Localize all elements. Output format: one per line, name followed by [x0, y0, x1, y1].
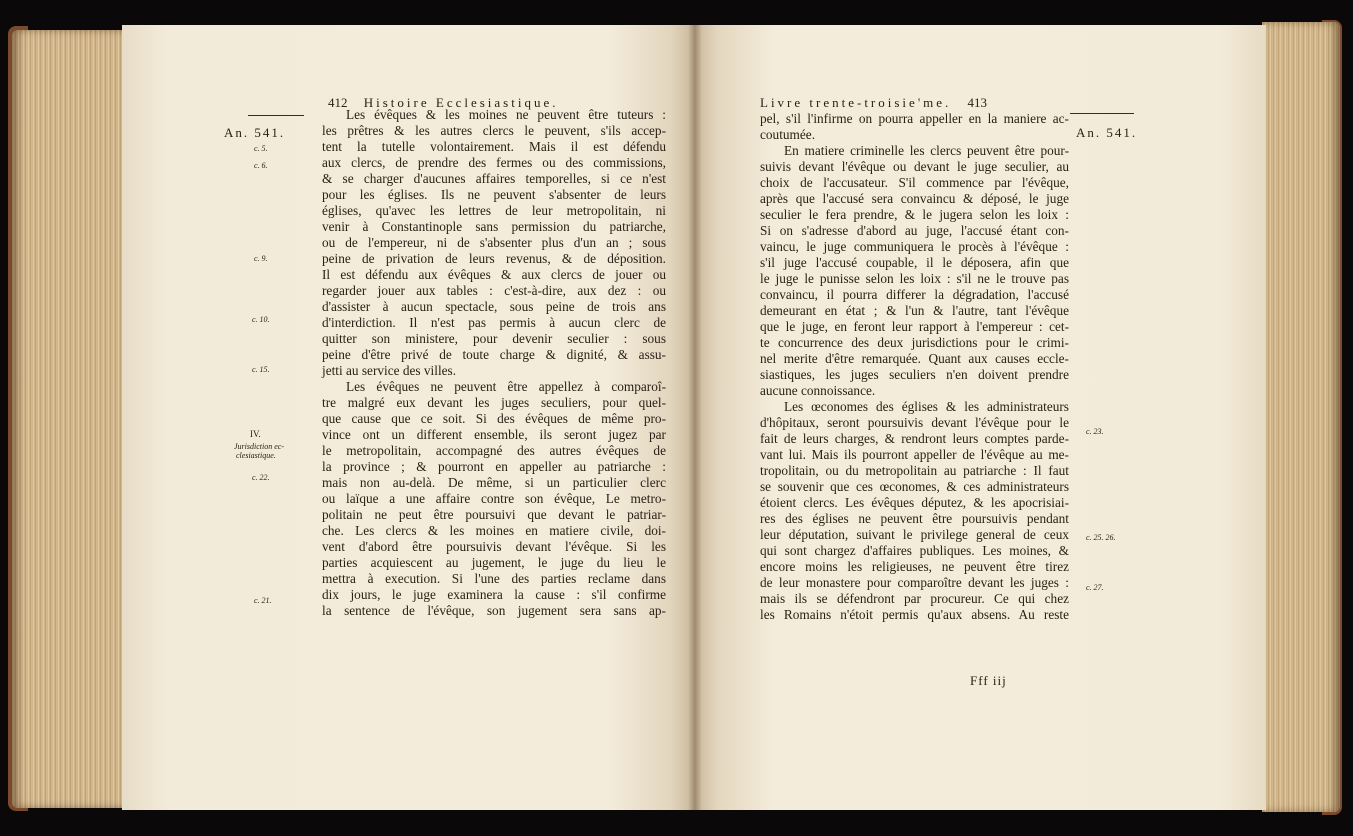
text-line: mettra à execution. Si l'une des parties reclame dans [322, 571, 666, 586]
text-line: fait de leurs charges, & rendront leurs comptes parde- [760, 431, 1069, 446]
text-line: d'hôpitaux, seront poursuivis devant l'évêque pour le [760, 415, 1069, 430]
text-line: aux clercs, de prendre des fermes ou des commissions, [322, 155, 666, 170]
left-margin-note: c. 10. [252, 315, 270, 324]
text-line: vent d'abord être poursuivis devant l'évêque. Si les [322, 539, 666, 554]
right-margin-note: c. 27. [1086, 583, 1104, 592]
text-line: Les évêques & les moines ne peuvent être tuteurs : [346, 107, 666, 122]
text-line: nel merite d'être remarquée. Quant aux causes eccle- [760, 351, 1069, 366]
right-page [694, 25, 1266, 810]
text-line: tent la tutelle volontairement. Mais il est défendu [322, 139, 666, 154]
text-line: res des églises ne peuvent être poursuivis pendant [760, 511, 1069, 526]
right-page-number: 413 [967, 95, 988, 110]
text-line: leur députation, suivant le privilege general de ceux [760, 527, 1069, 542]
text-line: le metropolitain, accompagné des autres évêques de [322, 443, 666, 458]
text-line: ou de l'empereur, ni de s'absenter plus d'un an ; sous [322, 235, 666, 250]
text-line: peine de privation de leurs revenus, & de déposition. [322, 251, 666, 266]
right-running-head-block [760, 95, 997, 111]
text-line: coutumée. [760, 127, 816, 142]
text-line: quitter son ministere, pour devenir seculier : sous [322, 331, 666, 346]
text-line: que le juge, en feront leur rapport à l'empereur : cet- [760, 319, 1069, 334]
right-margin-note: c. 23. [1086, 427, 1104, 436]
text-line: te concurrence des deux jurisdictions pour le crimi- [760, 335, 1069, 350]
signature-mark: Fff iij [970, 673, 1007, 688]
text-line: mais non au-delà. De même, si un particulier clerc [322, 475, 666, 490]
left-margin-note: c. 6. [254, 161, 268, 170]
text-line: seculier le fera prendre, & le jugera selon les loix : [760, 207, 1069, 222]
left-margin-note: clesiastique. [236, 451, 276, 460]
text-line: jetti au service des villes. [322, 363, 457, 378]
text-line: & se charger d'aucunes affaires temporelles, si ce n'est [322, 171, 666, 186]
text-line: les prêtres & les autres clercs le peuvent, s'ils accep- [322, 123, 666, 138]
text-line: dix jours, le juge examinera la cause : s'il confirme [322, 587, 666, 602]
right-margin-note: c. 25. 26. [1086, 533, 1116, 542]
left-margin-note: c. 21. [254, 596, 272, 605]
page-edges-left [12, 30, 127, 808]
text-line: s'il juge l'accusé coupable, il le déposera, afin que [760, 255, 1069, 270]
text-line: suivis devant l'évêque ou devant le juge seculier, au [760, 159, 1069, 174]
text-line: après que l'accusé sera convaincu & déposé, le juge [760, 191, 1069, 206]
left-margin-note: c. 5. [254, 144, 268, 153]
text-line: que cause que ce soit. Si des évêques de même pro- [322, 411, 666, 426]
text-line: pour les églises. Ils ne peuvent s'absenter de leurs [322, 187, 666, 202]
text-line: d'interdiction. Il n'est pas permis à aucun clerc de [322, 315, 666, 330]
text-line: encore moins les religieuses, ne peuvent être tirez [760, 559, 1069, 574]
page-edges-right [1262, 22, 1340, 812]
left-running-head: Histoire Ecclesiastique. [363, 95, 559, 110]
text-line: d'assister à aucun spectacle, sous peine de trois ans [322, 299, 666, 314]
text-line: mais ils se défendront par procureur. Ce qui chez [760, 591, 1069, 606]
right-year: An. 541. [1076, 125, 1138, 140]
text-line: siastiques, les juges seculiers n'en doivent prendre [760, 367, 1069, 382]
right-body-text [760, 111, 1069, 623]
text-line: pel, s'il l'infirme on pourra appeller en la maniere ac- [760, 111, 1069, 126]
text-line: politain ne peut être poursuivi que devant le patriar- [322, 507, 666, 522]
text-line: vaincu, le juge communiquera le procès à l'évêque : [760, 239, 1069, 254]
text-line: de leur monastere pour comparoître devant les juges : [760, 575, 1069, 590]
text-line: la province ; & pourront en appeller au patriarche : [322, 459, 666, 474]
text-line: demeurant en état ; & l'un & l'autre, tant l'évêque [760, 303, 1069, 318]
left-margin-note: c. 9. [254, 254, 268, 263]
text-line: che. Les clercs & les moines en matiere civile, doi- [322, 523, 666, 538]
text-line: qui sont chargez d'affaires publiques. Les moines, & [760, 543, 1069, 558]
left-body-text [322, 107, 666, 619]
text-line: tropolitain, ou du metropolitain au patriarche : Il faut [760, 463, 1069, 478]
text-line: convaincu, il pourra differer la dégradation, l'accusé [760, 287, 1069, 302]
left-margin-note: c. 15. [252, 365, 270, 374]
text-line: peine d'être privé de toute charge & dignité, & assu- [322, 347, 666, 362]
left-margin-note: IV. [250, 429, 261, 439]
text-line: choix de l'accusateur. S'il commence par l'évêque, [760, 175, 1069, 190]
right-year-rule [1070, 113, 1134, 114]
left-page-number: 412 [328, 95, 348, 110]
text-line: Les évêques ne peuvent être appellez à comparoî- [346, 379, 666, 394]
left-margin-note: Jurisdiction ec- [234, 442, 284, 451]
left-margin-note: c. 22. [252, 473, 270, 482]
text-line: regarder jouer aux tables : c'est-à-dire, aux dez : ou [322, 283, 666, 298]
text-line: les Romains n'étoit permis qu'aux absens. Au reste [760, 607, 1069, 622]
text-line: Il est défendu aux évêques & aux clercs de jouer ou [322, 267, 666, 282]
text-line: églises, qu'avec les lettres de leur metropolitain, ni [322, 203, 666, 218]
text-line: vant lui. Mais ils pourront appeller de l'évêque au me- [760, 447, 1069, 462]
right-running-head: Livre trente-troisie'me. [760, 95, 952, 110]
text-line: aucune connoissance. [760, 383, 876, 398]
text-line: Les œconomes des églises & les administrateurs [784, 399, 1069, 414]
text-line: ou laïque a une affaire contre son évêque, Le metro- [322, 491, 666, 506]
text-line: parties acquiescent au jugement, le juge du lieu le [322, 555, 666, 570]
text-line: étoient clercs. Les évêques députez, & les apocrisiai- [760, 495, 1069, 510]
text-line: le juge le punisse selon les loix : s'il ne le trouve pas [760, 271, 1069, 286]
text-line: tre malgré eux devant les juges seculiers, pour quel- [322, 395, 666, 410]
text-line: la sentence de l'évêque, son jugement sera sans ap- [322, 603, 666, 618]
left-page [122, 25, 694, 810]
text-line: vince ont un different ensemble, ils seront jugez par [322, 427, 666, 442]
left-year-rule [248, 115, 304, 116]
text-line: Si on s'adresse d'abord au juge, l'accusé étant con- [760, 223, 1069, 238]
text-line: venir à Constantinople sans permission du patriarche, [322, 219, 666, 234]
text-line: En matiere criminelle les clercs peuvent être pour- [784, 143, 1069, 158]
book-gutter [688, 25, 702, 810]
text-line: se souvenir que ces œconomes, & ces administrateurs [760, 479, 1069, 494]
left-year: An. 541. [224, 125, 286, 140]
